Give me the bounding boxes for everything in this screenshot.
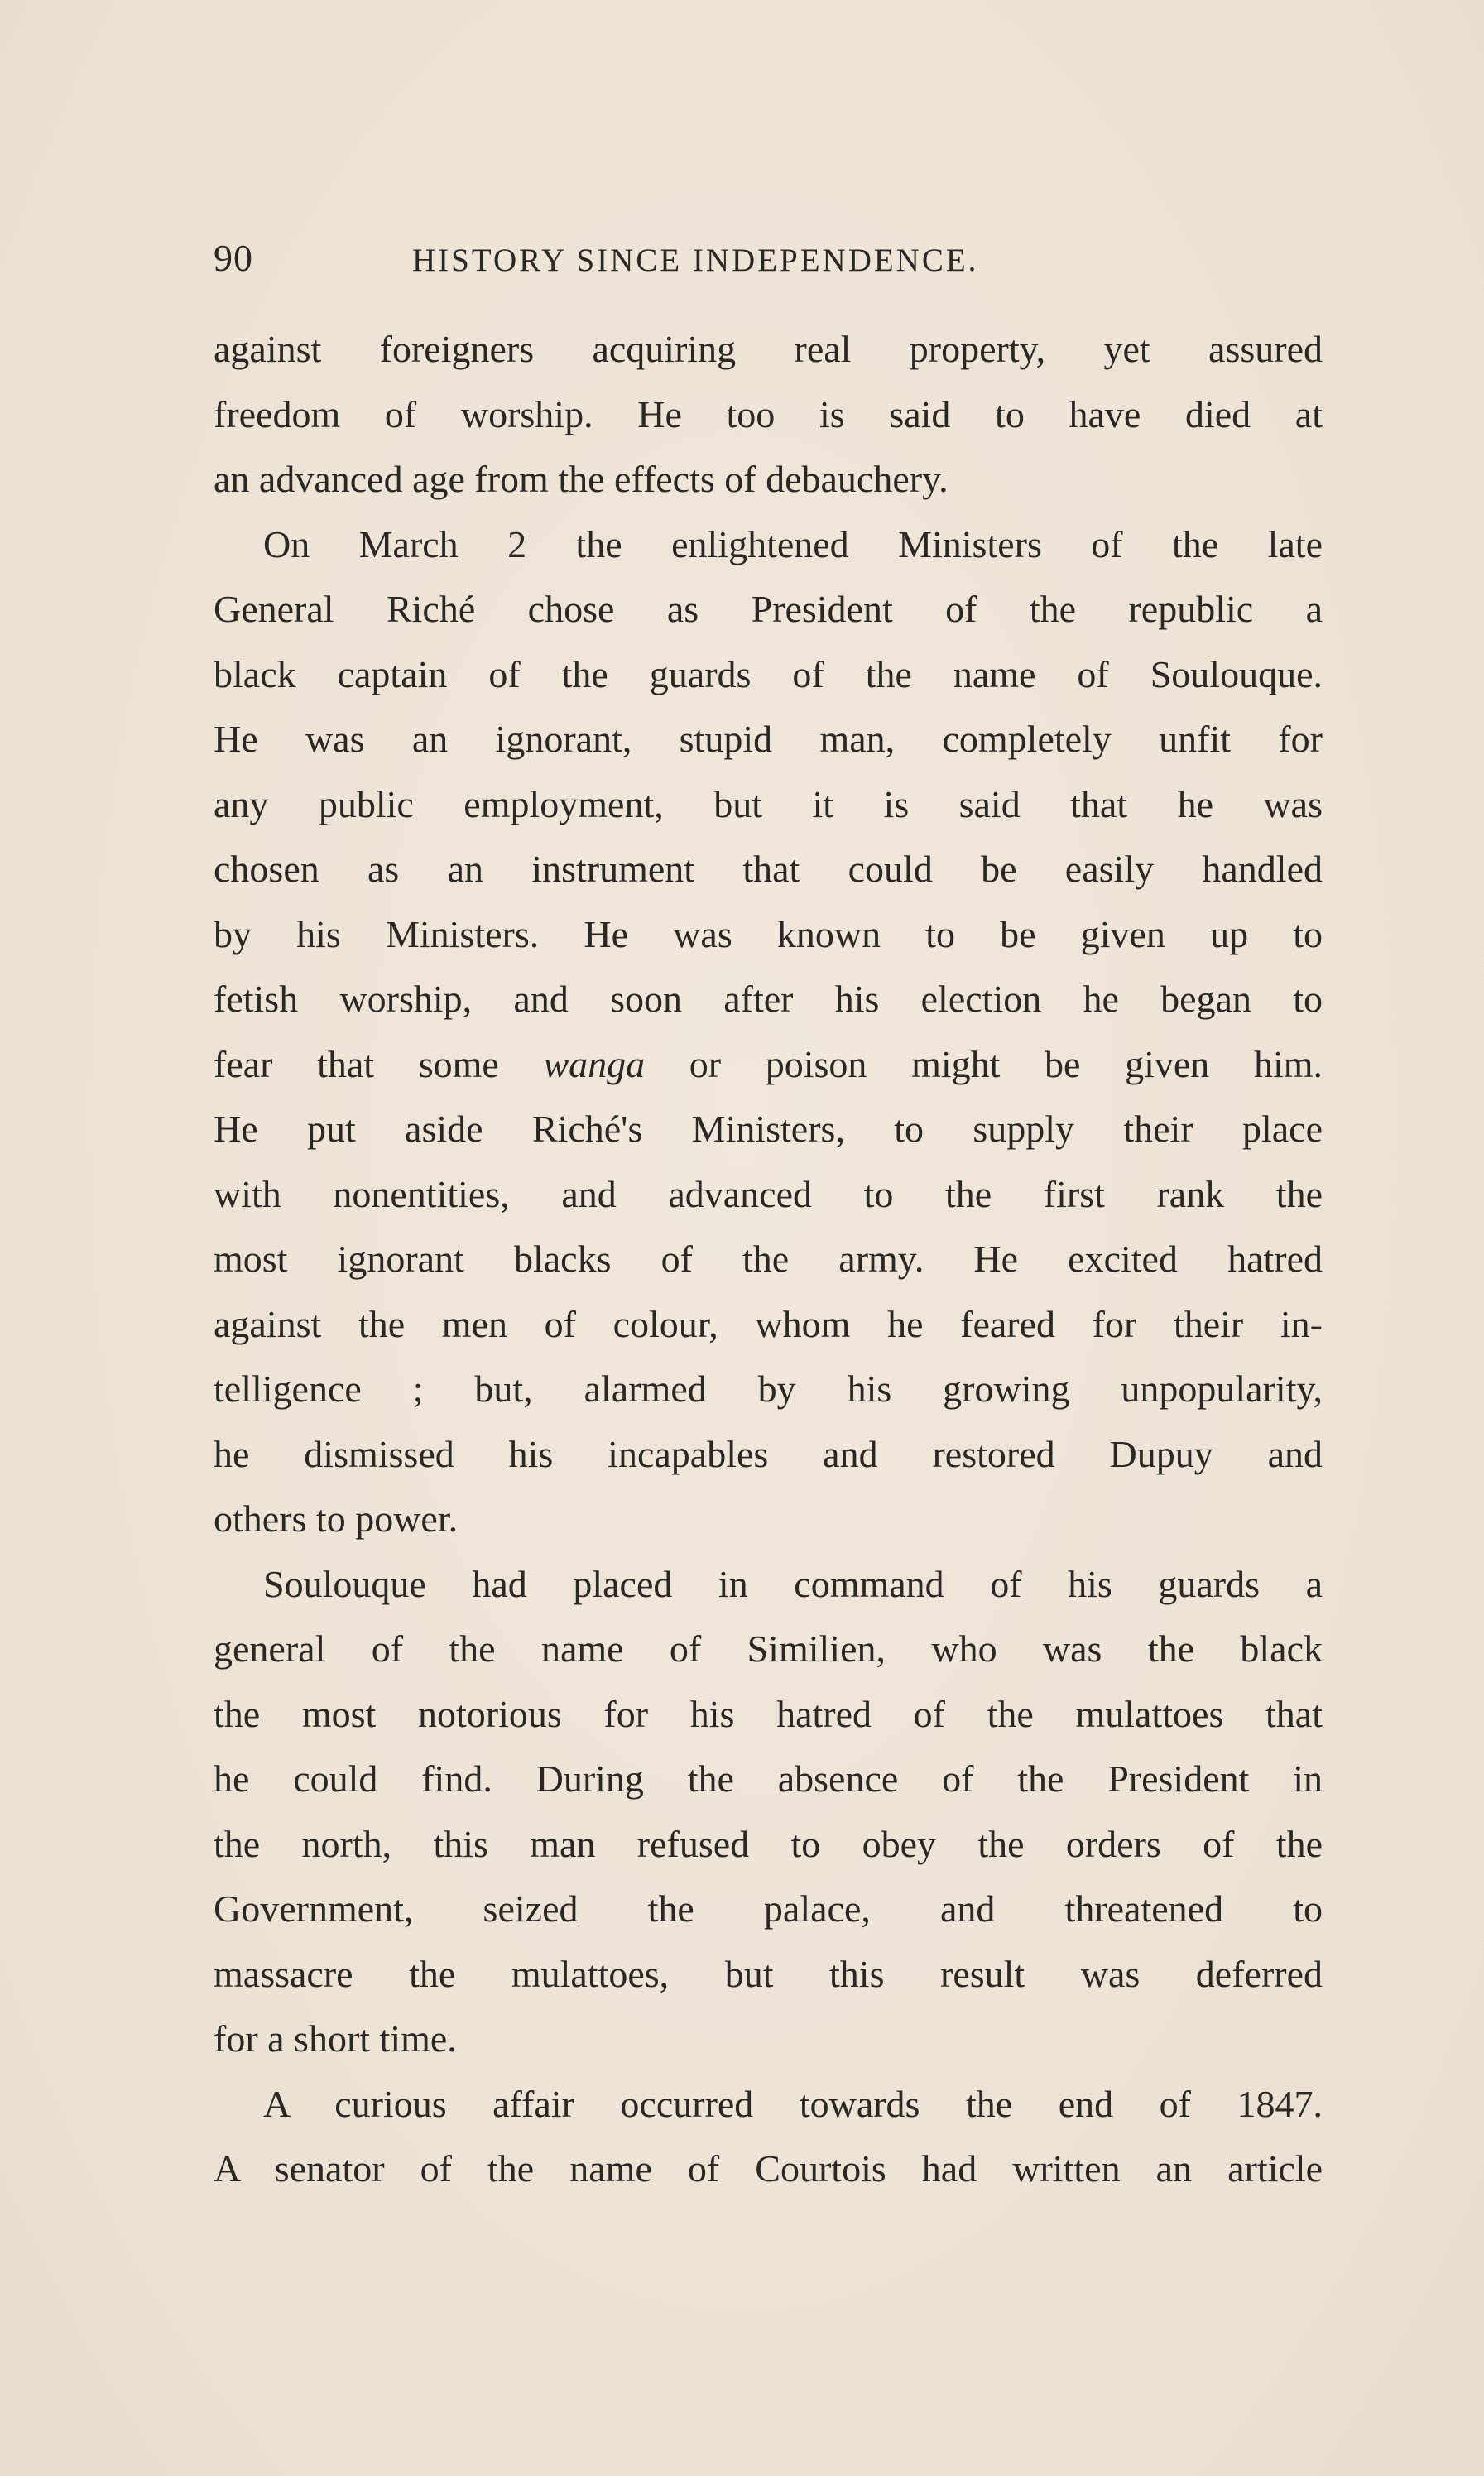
text-line: A senator of the name of Courtois had written an article (214, 2147, 1323, 2190)
text-line: He put aside Riché's Ministers, to supply their place (214, 1108, 1323, 1150)
text-line: black captain of the guards of the name of Soulouque. (214, 652, 1323, 695)
text-line: freedom of worship. He too is said to have died at (214, 392, 1323, 435)
text-fragment: or poison might be given him. (689, 1042, 1323, 1085)
text-fragment: fear that some (214, 1042, 499, 1085)
text-line: most ignorant blacks of the army. He excited hatred (214, 1238, 1323, 1280)
text-line: any public employment, but it is said that he was (214, 782, 1323, 825)
text-line: against foreigners acquiring real property, yet assured (214, 328, 1323, 370)
page-header (214, 236, 1323, 286)
text-line: he dismissed his incapables and restored Dupuy and (214, 1432, 1323, 1475)
running-head: HISTORY SINCE INDEPENDENCE. (412, 243, 979, 278)
page-number: 90 (214, 237, 253, 279)
text-line: General Riché chose as President of the republic a (214, 588, 1323, 630)
text-line: against the men of colour, whom he feared for their in- (214, 1302, 1323, 1345)
text-line: the most notorious for his hatred of the mulattoes that (214, 1692, 1323, 1735)
text-line: A curious affair occurred towards the end of 1847. (263, 2082, 1323, 2125)
text-line: Government, seized the palace, and threatened to (214, 1887, 1323, 1930)
body-text (214, 317, 1323, 2202)
text-line: others to power. (214, 1498, 459, 1540)
text-line: chosen as an instrument that could be easily handled (214, 848, 1323, 890)
text-line: Soulouque had placed in command of his guards a (263, 1562, 1323, 1605)
text-line: fetish worship, and soon after his election he began to (214, 978, 1323, 1020)
text-line: by his Ministers. He was known to be given up to (214, 912, 1323, 955)
text-line: the north, this man refused to obey the orders of the (214, 1822, 1323, 1865)
text-line: for a short time. (214, 2017, 457, 2060)
text-line: He was an ignorant, stupid man, completely unfit for (214, 718, 1323, 760)
text-line: an advanced age from the effects of debauchery. (214, 458, 949, 500)
text-line: massacre the mulattoes, but this result was deferred (214, 1952, 1323, 1995)
text-line (214, 1032, 1323, 1098)
italic-word: wanga (543, 1042, 646, 1085)
text-line: telligence ; but, alarmed by his growing unpopularity, (214, 1368, 1323, 1410)
text-line: general of the name of Similien, who was the black (214, 1627, 1323, 1670)
text-line: On March 2 the enlightened Ministers of the late (263, 522, 1323, 565)
text-line: he could find. During the absence of the President in (214, 1757, 1323, 1800)
text-line: with nonentities, and advanced to the first rank the (214, 1172, 1323, 1215)
